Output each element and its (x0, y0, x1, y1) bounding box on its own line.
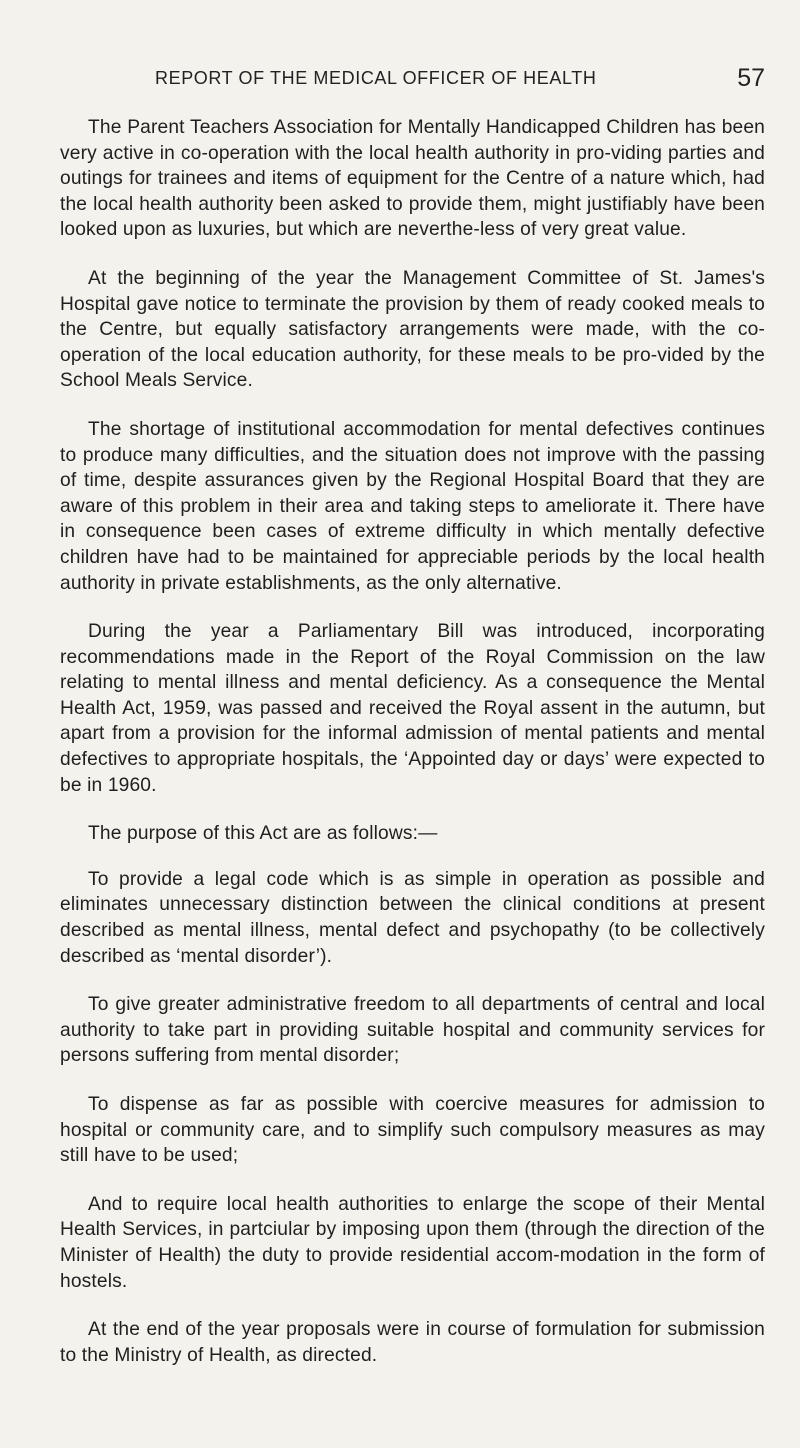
paragraph-act-purpose-intro: The purpose of this Act are as follows:— (88, 823, 438, 845)
body-text (60, 115, 765, 1391)
paragraph-accommodation-shortage: The shortage of institutional accommodation for mental defectives continues to produce many difficulties, and the situation does not improve with the passing of time, despite assurances given by the Regional Hospital Board that they are aware of this problem in their area and taking steps to ameliorate it. There have in consequence been cases of extreme difficulty in which mentally defective children have had to be maintained for appreciable periods by the local health authority in private establishments, as the only alternative. (60, 418, 765, 594)
page-header (155, 64, 765, 94)
paragraph-act-purpose-legal-code: To provide a legal code which is as simple in operation as possible and eliminates unnecessary distinction between the clinical conditions at present described as mental illness, mental defect and psychopathy (to be collectively described as ‘mental disorder’). (60, 868, 765, 967)
paragraph-act-purpose-freedom: To give greater administrative freedom to all departments of central and local authority to take part in providing suitable hospital and community services for persons suffering from mental disorder; (60, 994, 765, 1067)
page-number: 57 (737, 64, 765, 92)
paragraph-mental-health-act: During the year a Parliamentary Bill was introduced, incorporating recommendations made in the Report of the Royal Commission on the law relating to mental illness and mental deficiency. As a consequence the Mental Health Act, 1959, was passed and received the Royal assent in the autumn, but apart from a provision for the informal admission of mental patients and mental defectives to appropriate hospitals, the ‘Appointed day or days’ were expected to be in 1960. (60, 621, 765, 796)
paragraph-school-meals: At the beginning of the year the Management Committee of St. James's Hospital gave notice to terminate the provision by them of ready cooked meals to the Centre, but equally satisfactory arrangements were made, with the co-operation of the local education authority, for these meals to be pro-vided by the School Meals Service. (60, 267, 765, 392)
paragraph-act-purpose-coercive: To dispense as far as possible with coercive measures for admission to hospital or community care, and to simplify such compulsory measures as may still have to be used; (60, 1094, 765, 1167)
paragraph-act-purpose-hostels: And to require local health authorities to enlarge the scope of their Mental Health Services, in partciular by imposing upon them (through the direction of the Minister of Health) the duty to provide residential accom-modation in the form of hostels. (60, 1193, 765, 1292)
paragraph-pta: The Parent Teachers Association for Mentally Handicapped Children has been very active in co-operation with the local health authority in pro-viding parties and outings for trainees and items of equipment for the Centre of a nature which, had the local health authority been asked to provide them, might justifiably have been looked upon as luxuries, but which are neverthe-less of very great value. (60, 117, 765, 241)
running-title: REPORT OF THE MEDICAL OFFICER OF HEALTH (155, 68, 597, 88)
paragraph-proposals: At the end of the year proposals were in course of formulation for submission to the Ministry of Health, as directed. (60, 1319, 765, 1366)
